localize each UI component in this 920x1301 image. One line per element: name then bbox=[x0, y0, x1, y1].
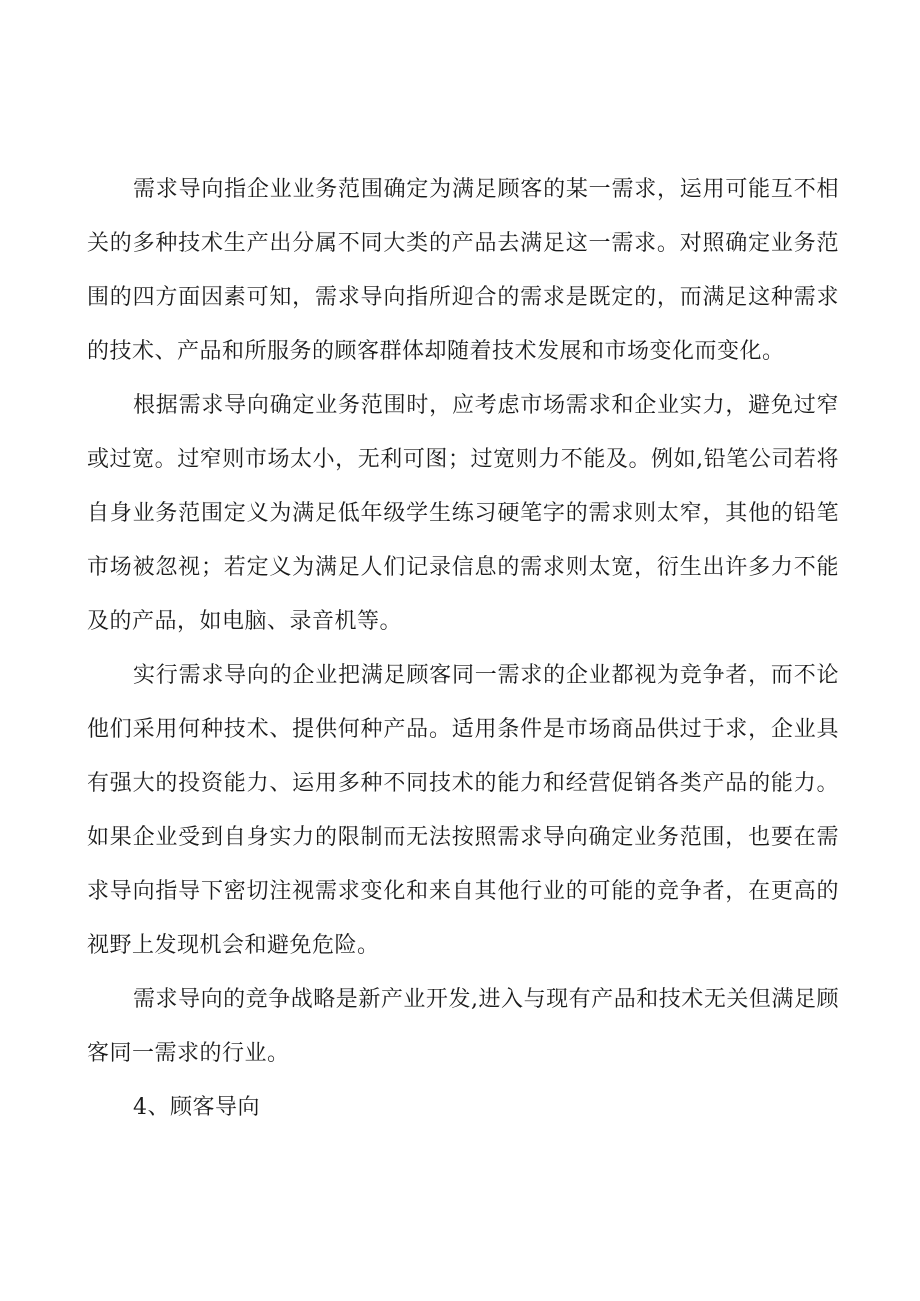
paragraph-competitive-strategy: 需求导向的竞争战略是新产业开发,进入与现有产品和技术无关但满足顾客同一需求的行业。 bbox=[87, 987, 839, 1066]
paragraph-business-scope-width: 根据需求导向确定业务范围时，应考虑市场需求和企业实力，避免过窄或过宽。过窄则市场太小，无利可图；过宽则力不能及。例如,铅笔公司若将自身业务范围定义为满足低年级学生练习硬笔字的需求则太窄，其他的铅笔市场被忽视；若定义为满足人们记录信息的需求则太宽，衍生出许多力不能及的产品，如电脑、录音机等。 bbox=[87, 393, 839, 634]
paragraph-competitors-conditions: 实行需求导向的企业把满足顾客同一需求的企业都视为竞争者，而不论他们采用何种技术、提供何种产品。适用条件是市场商品供过于求，企业具有强大的投资能力、运用多种不同技术的能力和经营促销各类产品的能力。如果企业受到自身实力的限制而无法按照需求导向确定业务范围，也要在需求导向指导下密切注视需求变化和来自其他行业的可能的竞争者，在更高的视野上发现机会和避免危险。 bbox=[87, 663, 839, 958]
section-heading-customer-orientation: 4、顾客导向 bbox=[133, 1095, 260, 1120]
paragraph-demand-orientation-definition: 需求导向指企业业务范围确定为满足顾客的某一需求，运用可能互不相关的多种技术生产出分属不同大类的产品去满足这一需求。对照确定业务范围的四方面因素可知，需求导向指所迎合的需求是既定的，而满足这种需求的技术、产品和所服务的顾客群体却随着技术发展和市场变化而变化。 bbox=[87, 177, 839, 364]
document-body bbox=[87, 163, 839, 1135]
